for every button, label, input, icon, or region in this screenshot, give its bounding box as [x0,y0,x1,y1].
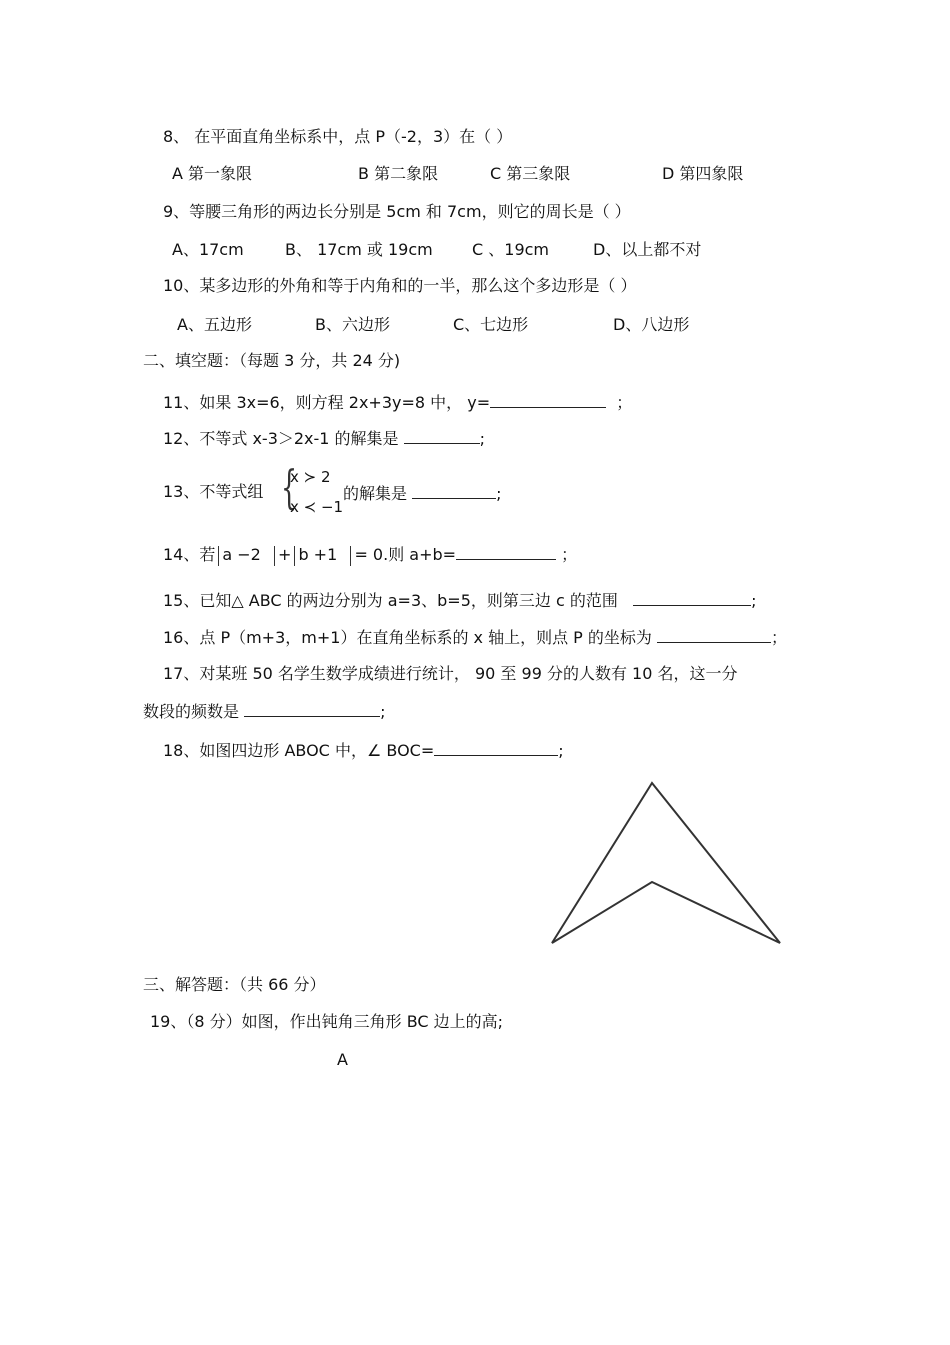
q18-end: ; [558,741,564,760]
q14-answer-blank[interactable] [456,543,556,560]
abs-bar-icon [218,546,219,566]
q10-option-b: B、六边形 [315,315,390,334]
quadrilateral-outline [552,783,780,943]
q14-eq: = 0.则 a+b= [354,545,457,564]
q18-text: 18、如图四边形 ABOC 中，∠ BOC= [163,741,435,760]
q16 [163,626,787,648]
q12-answer-blank[interactable] [404,427,480,444]
quadrilateral-aboc-figure [540,775,790,955]
q17-line-2 [143,700,385,722]
q12-text: 12、不等式 x-3＞2x-1 的解集是 [163,429,404,448]
q13-end: ; [496,484,502,503]
section-fill-in-heading: 二、填空题：（每题 3 分，共 24 分) [143,351,401,370]
q12 [163,427,485,449]
q13-rest [343,482,501,504]
q10-option-d: D、八边形 [613,315,690,334]
q8-option-b: B 第二象限 [358,164,439,183]
q14 [163,543,577,566]
q9-stem: 9、等腰三角形的两边长分别是 5cm 和 7cm，则它的周长是（ ） [163,202,631,221]
q11-text: 11、如果 3x=6，则方程 2x+3y=8 中， y= [163,393,491,412]
q10-stem: 10、某多边形的外角和等于内角和的一半，那么这个多边形是（ ） [163,276,637,295]
q16-end: ； [771,628,788,647]
q11 [163,391,632,413]
q12-end: ; [479,429,486,448]
q8-option-d: D 第四象限 [662,164,744,183]
section-solve-heading: 三、解答题：（共 66 分） [143,975,326,994]
q13-inequality-1: x ≻ 2 [290,468,331,486]
q17-text: 数段的频数是 [143,702,245,721]
q15 [163,589,757,611]
q14-abs-a: a −2 [222,545,261,564]
q19-vertex-label-a: A [337,1050,348,1069]
q14-abs-b: b +1 [298,545,338,564]
q15-answer-blank[interactable] [633,589,751,606]
q13-inequality-2: x ≺ −1 [290,498,344,516]
q11-end: ； [616,393,633,412]
q9-option-a: A、17cm [172,240,244,259]
q17-line-1: 17、对某班 50 名学生数学成绩进行统计， 90 至 99 分的人数有 10 名，这一分 [163,664,738,683]
abs-bar-icon [294,546,295,566]
q13-mid: 的解集是 [343,484,413,503]
q10-option-c: C、七边形 [453,315,529,334]
q16-text: 16、点 P（m+3，m+1）在直角坐标系的 x 轴上，则点 P 的坐标为 [163,628,652,647]
q13-text: 13、不等式组 [163,482,264,501]
q14-end: ； [561,545,578,564]
q18-answer-blank[interactable] [434,739,558,756]
q14-plus: + [278,545,292,564]
q17-end: ; [380,702,386,721]
q17-answer-blank[interactable] [244,700,380,717]
q8-option-a: A 第一象限 [172,164,253,183]
q8-option-c: C 第三象限 [490,164,571,183]
q15-end: ; [751,591,757,610]
q8-stem: 8、 在平面直角坐标系中，点 P（-2，3）在（ ） [163,127,513,146]
q15-text: 15、已知△ ABC 的两边分别为 a=3、b=5，则第三边 c 的范围 [163,591,618,610]
q9-option-b: B、 17cm 或 19cm [285,240,433,259]
abs-bar-icon [350,546,351,566]
q10-option-a: A、五边形 [177,315,252,334]
q18 [163,739,564,761]
q14-text: 14、若 [163,545,216,564]
q16-answer-blank[interactable] [657,626,771,643]
q9-option-c: C 、19cm [472,240,550,259]
q11-answer-blank[interactable] [490,391,606,408]
q13-answer-blank[interactable] [412,482,496,499]
abs-bar-icon [274,546,275,566]
q9-option-d: D、以上都不对 [593,240,702,259]
q19-stem: 19、（8 分）如图，作出钝角三角形 BC 边上的高; [150,1012,504,1031]
system-brace: { [281,460,298,514]
